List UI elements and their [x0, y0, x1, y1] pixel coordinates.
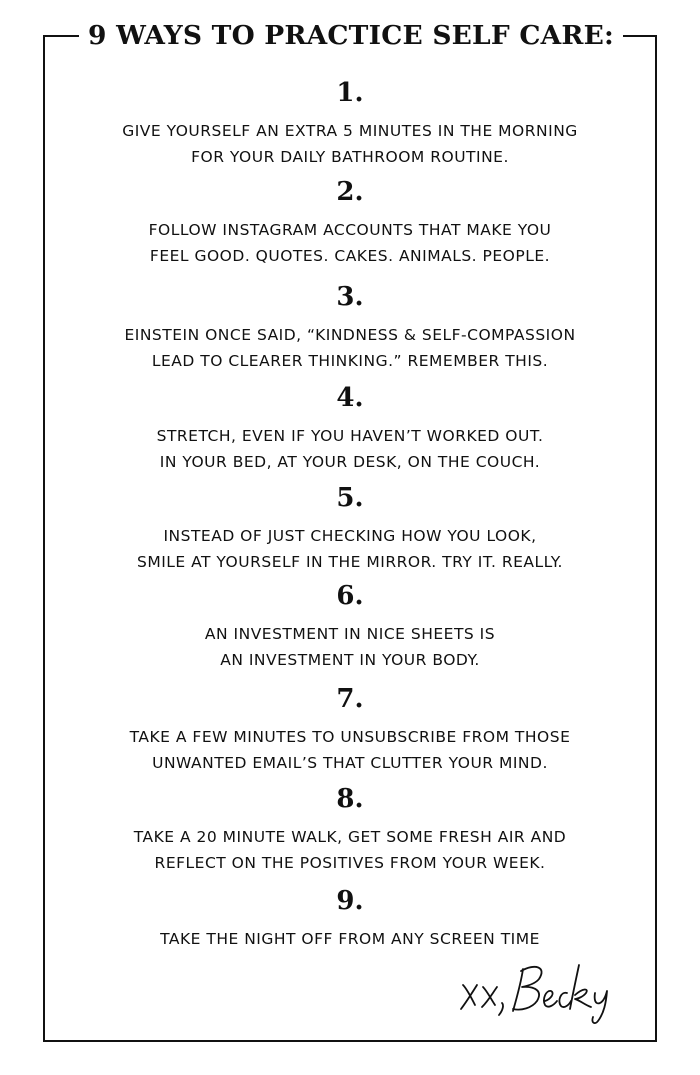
item-line-2: UNWANTED EMAIL’S THAT CLUTTER YOUR MIND. — [152, 754, 548, 772]
item-line-1: STRETCH, EVEN IF YOU HAVEN’T WORKED OUT. — [156, 427, 544, 445]
item-line-1: FOLLOW INSTAGRAM ACCOUNTS THAT MAKE YOU — [148, 221, 552, 239]
list-item-9 — [45, 886, 655, 952]
item-number: 6. — [336, 581, 364, 611]
list-item-1 — [45, 78, 655, 170]
item-number: 1. — [336, 78, 364, 108]
signature-handwritten — [455, 955, 635, 1025]
list-item-8 — [45, 784, 655, 876]
item-number: 7. — [336, 684, 364, 714]
item-text — [45, 824, 655, 876]
item-text — [45, 926, 655, 952]
list-item-4 — [45, 383, 655, 475]
item-number: 9. — [336, 886, 364, 916]
item-number: 3. — [336, 282, 364, 312]
item-text — [45, 423, 655, 475]
item-line-2: FEEL GOOD. QUOTES. CAKES. ANIMALS. PEOPLE. — [149, 247, 551, 265]
item-text — [45, 322, 655, 374]
list-item-7 — [45, 684, 655, 776]
item-text — [45, 217, 655, 269]
item-line-2: LEAD TO CLEARER THINKING.” REMEMBER THIS. — [151, 352, 549, 370]
list-item-3 — [45, 282, 655, 374]
item-line-2: SMILE AT YOURSELF IN THE MIRROR. TRY IT. REALLY. — [136, 553, 563, 571]
item-line-1: TAKE A 20 MINUTE WALK, GET SOME FRESH AIR AND — [133, 828, 567, 846]
item-line-2: FOR YOUR DAILY BATHROOM ROUTINE. — [191, 148, 509, 166]
page-title: 9 WAYS TO PRACTICE SELF CARE: — [88, 20, 614, 51]
item-line-1: GIVE YOURSELF AN EXTRA 5 MINUTES IN THE MORNING — [122, 122, 578, 140]
item-number: 4. — [336, 383, 364, 413]
item-text — [45, 118, 655, 170]
item-text — [45, 523, 655, 575]
item-number: 8. — [336, 784, 364, 814]
list-item-2 — [45, 177, 655, 269]
item-line-1: EINSTEIN ONCE SAID, “KINDNESS & SELF-COMPASSION — [124, 326, 576, 344]
item-line-1: AN INVESTMENT IN NICE SHEETS IS — [204, 625, 496, 643]
item-text — [45, 724, 655, 776]
item-line-2: REFLECT ON THE POSITIVES FROM YOUR WEEK. — [154, 854, 546, 872]
item-number: 2. — [336, 177, 364, 207]
item-text — [45, 621, 655, 673]
item-line-2: IN YOUR BED, AT YOUR DESK, ON THE COUCH. — [159, 453, 541, 471]
item-line-2: AN INVESTMENT IN YOUR BODY. — [220, 651, 480, 669]
list-item-5 — [45, 483, 655, 575]
border-top-left-segment — [43, 35, 79, 37]
list-item-6 — [45, 581, 655, 673]
item-number: 5. — [336, 483, 364, 513]
item-line-1: INSTEAD OF JUST CHECKING HOW YOU LOOK, — [163, 527, 537, 545]
item-line-1: TAKE A FEW MINUTES TO UNSUBSCRIBE FROM THOSE — [129, 728, 571, 746]
item-line-1: TAKE THE NIGHT OFF FROM ANY SCREEN TIME — [160, 930, 540, 948]
border-top-right-segment — [623, 35, 657, 37]
